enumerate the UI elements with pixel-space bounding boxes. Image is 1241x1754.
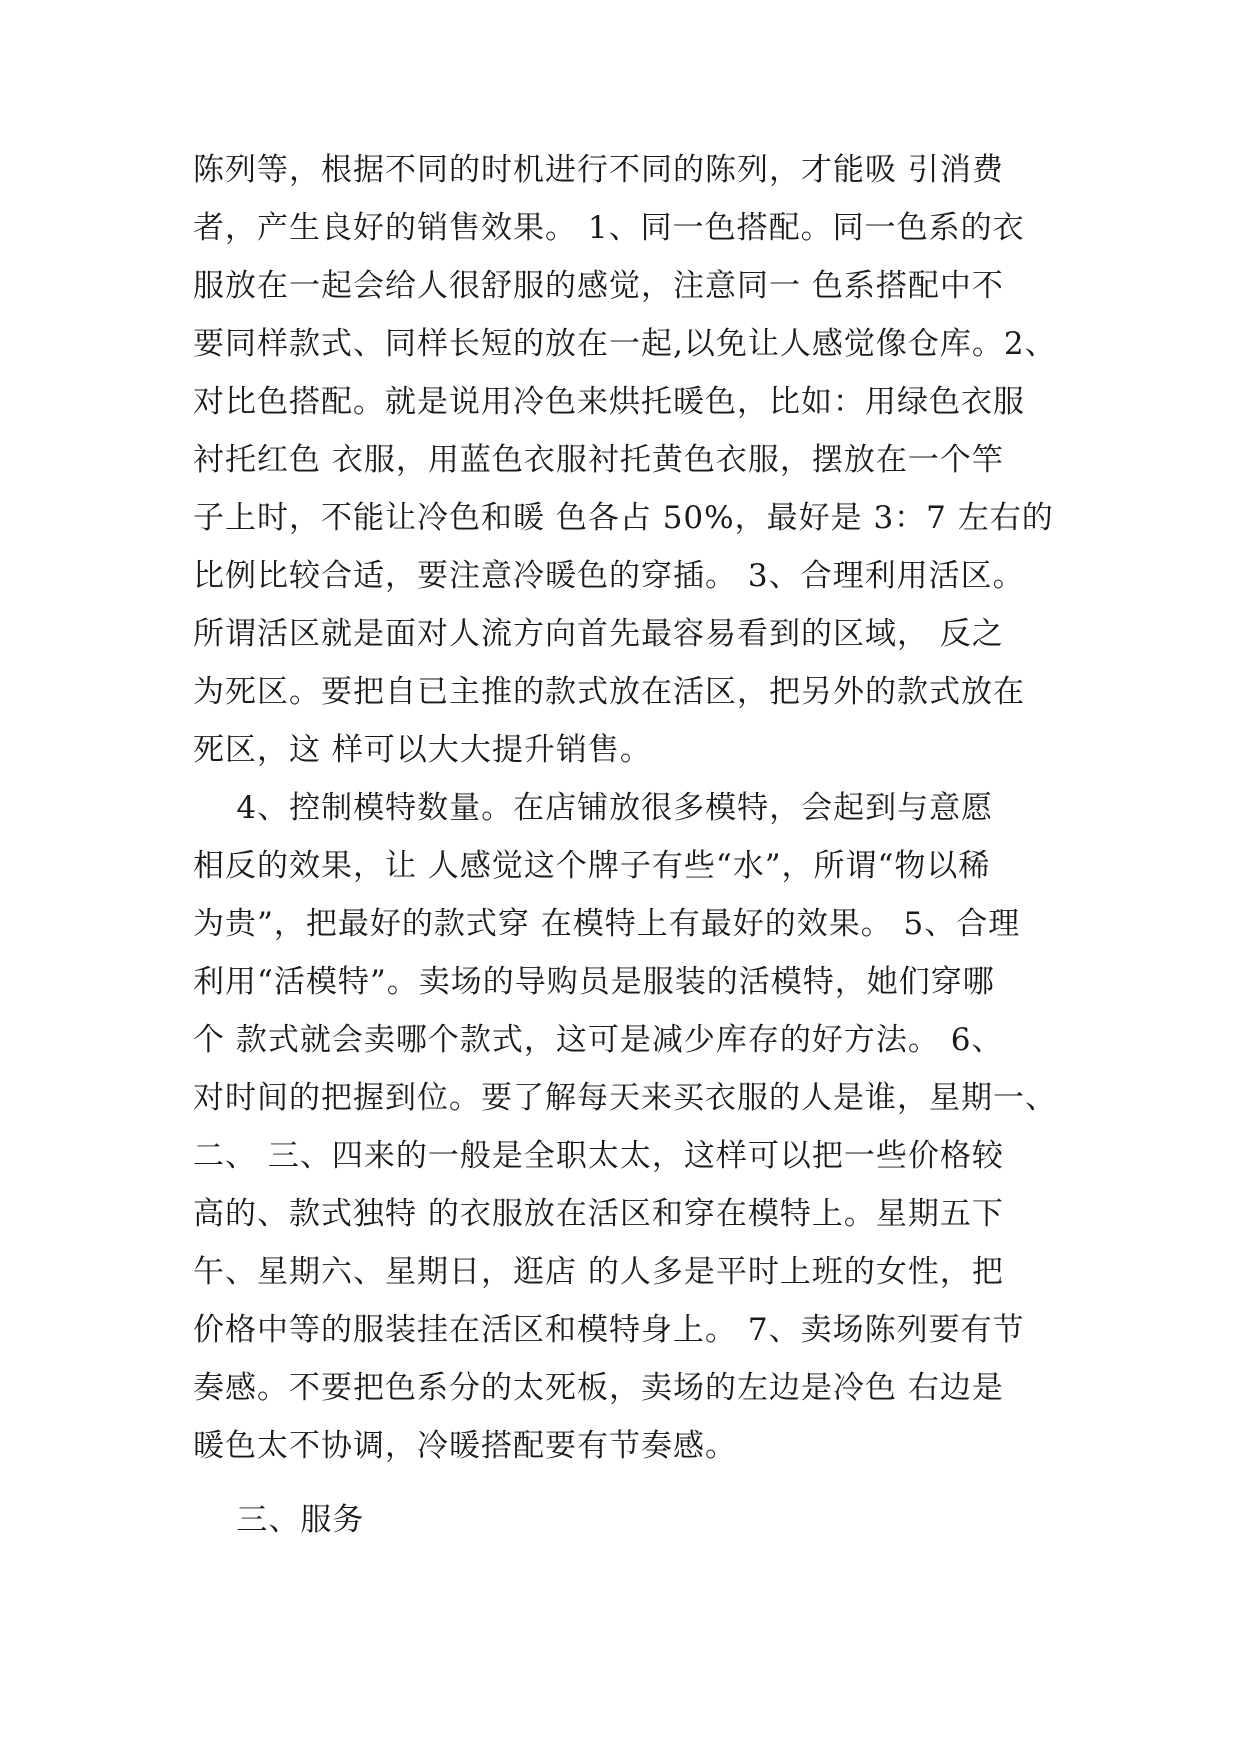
text-line: 对比色搭配。就是说用冷色来烘托暖色，比如：用绿色衣服 <box>193 384 1025 420</box>
text-line: 对时间的把握到位。要了解每天来买衣服的人是谁，星期一、 <box>193 1080 1057 1116</box>
text-line: 奏感。不要把色系分的太死板，卖场的左边是冷色 右边是 <box>193 1370 1004 1406</box>
text-line: 陈列等，根据不同的时机进行不同的陈列，才能吸 引消费 <box>193 152 1004 188</box>
text-line: 者，产生良好的销售效果。 1、同一色搭配。同一色系的衣 <box>193 210 1025 246</box>
text-line: 为死区。要把自已主推的款式放在活区，把另外的款式放在 <box>193 674 1025 710</box>
section-heading: 三、服务 <box>193 1502 365 1538</box>
text-line: 所谓活区就是面对人流方向首先最容易看到的区域， 反之 <box>193 616 1004 652</box>
text-line: 衬托红色 衣服，用蓝色衣服衬托黄色衣服，摆放在一个竿 <box>193 442 1004 478</box>
text-line: 高的、款式独特 的衣服放在活区和穿在模特上。星期五下 <box>193 1196 1004 1232</box>
text-line: 二、 三、四来的一般是全职太太，这样可以把一些价格较 <box>193 1138 1004 1174</box>
text-line: 死区，这 样可以大大提升销售。 <box>193 732 652 768</box>
text-line: 要同样款式、同样长短的放在一起,以免让人感觉像仓库。2、 <box>193 326 1057 362</box>
text-line: 午、星期六、星期日，逛店 的人多是平时上班的女性，把 <box>193 1254 1004 1290</box>
text-line: 子上时，不能让冷色和暖 色各占 50%，最好是 3：7 左右的 <box>193 500 1054 536</box>
text-line: 价格中等的服装挂在活区和模特身上。 7、卖场陈列要有节 <box>193 1312 1025 1348</box>
text-line: 服放在一起会给人很舒服的感觉，注意同一 色系搭配中不 <box>193 268 1004 304</box>
text-line: 比例比较合适，要注意冷暖色的穿插。 3、合理利用活区。 <box>193 558 1025 594</box>
text-line: 暖色太不协调，冷暖搭配要有节奏感。 <box>193 1428 737 1464</box>
text-line: 相反的效果，让 人感觉这个牌子有些“水”，所谓“物以稀 <box>193 848 991 884</box>
text-line: 个 款式就会卖哪个款式，这可是减少库存的好方法。 6、 <box>193 1022 1004 1058</box>
text-line: 为贵”，把最好的款式穿 在模特上有最好的效果。 5、合理 <box>193 906 1021 942</box>
text-line: 利用“活模特”。卖场的导购员是服装的活模特，她们穿哪 <box>193 964 995 1000</box>
text-line: 4、控制模特数量。在店铺放很多模特，会起到与意愿 <box>193 790 994 826</box>
